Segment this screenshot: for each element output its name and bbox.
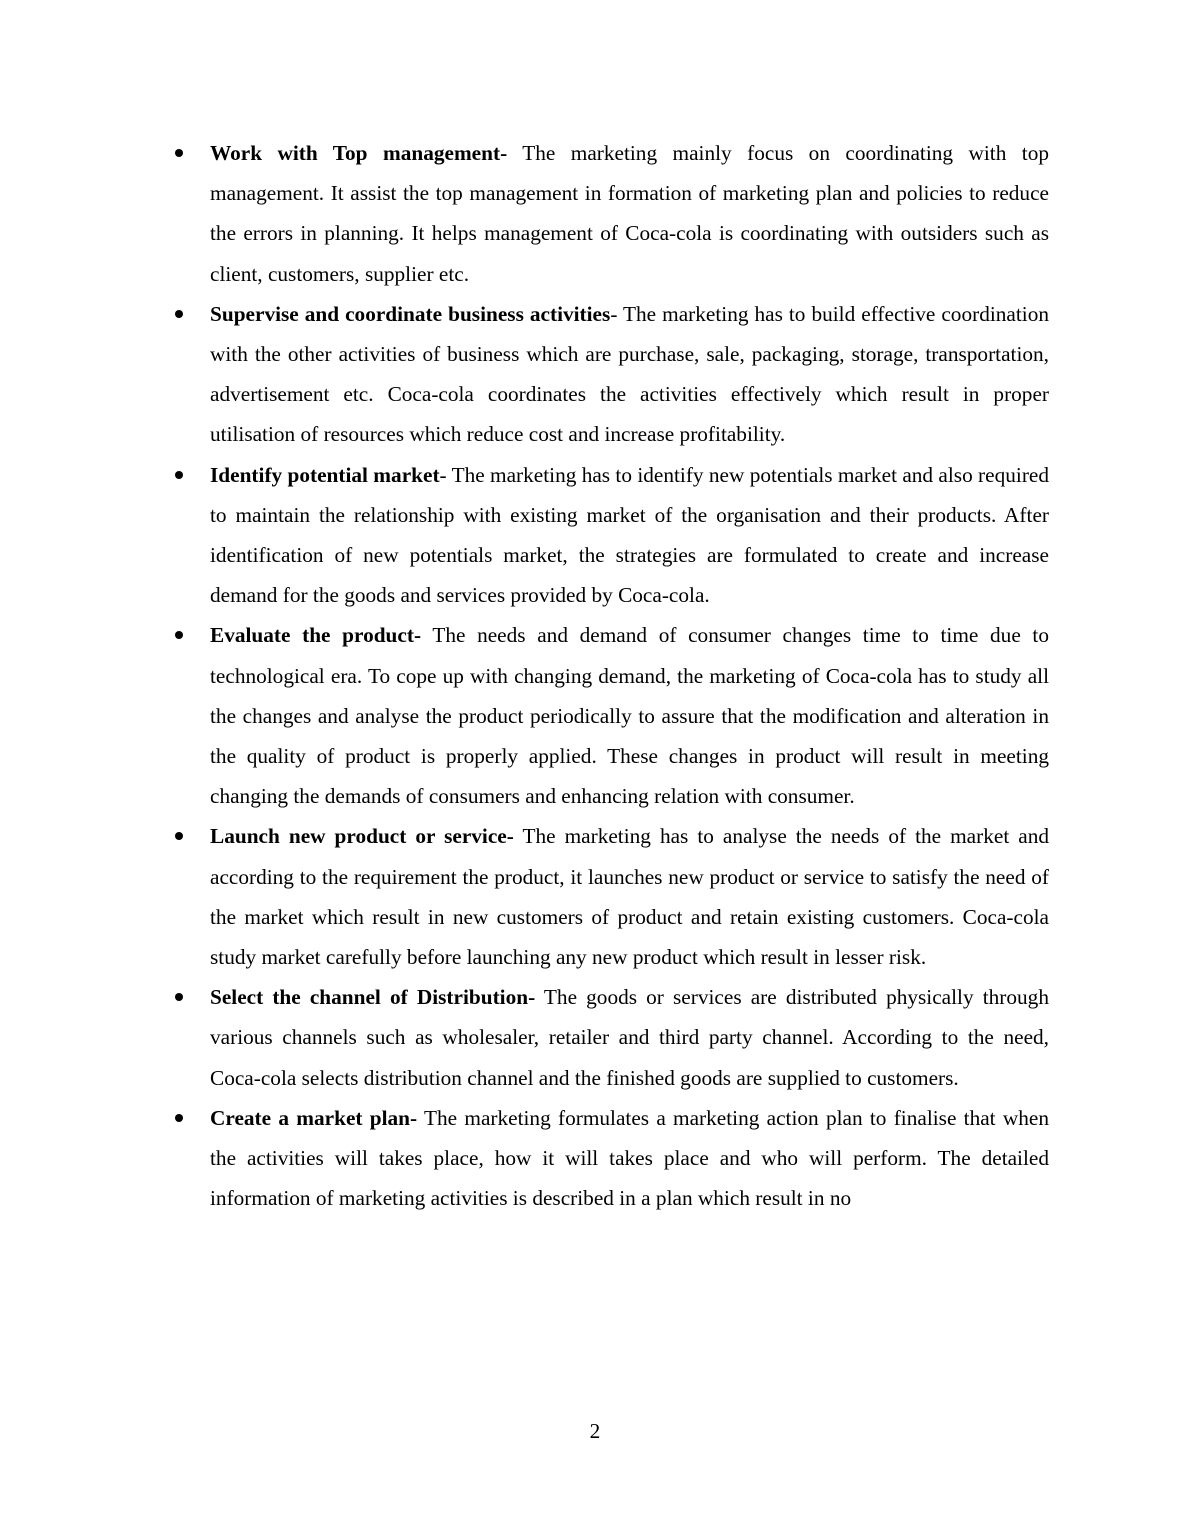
item-heading: Identify potential market	[210, 462, 440, 487]
item-text: The goods or services are distributed physically through various channels such as wholesaler, retailer and third party channel. According to the need, Coca-cola selects distribution channel and the finished goods are supplied to customers.	[210, 985, 1049, 1090]
list-item	[165, 455, 1049, 616]
list-item	[165, 816, 1049, 977]
list-item	[165, 133, 1049, 294]
item-heading: Launch new product or service-	[210, 824, 514, 849]
bullet-icon	[175, 310, 183, 318]
item-text: - The marketing has to identify new potentials market and also required to maintain the relationship with existing market of the organisation and their products. After identification of new potentials market, the strategies are formulated to create and increase demand for the goods and services provided by Coca-cola.	[210, 462, 1050, 608]
list-item	[165, 977, 1049, 1098]
bullet-icon	[175, 631, 183, 639]
list-item	[165, 615, 1049, 816]
list-item	[165, 1098, 1049, 1219]
item-text: The needs and demand of consumer changes time to time due to technological era. To cope up with changing demand, the marketing of Coca-cola has to study all the changes and analyse the product periodically to assure that the modification and alteration in the quality of product is properly applied. These changes in product will result in meeting changing the demands of consumers and enhancing relation with consumer.	[210, 623, 1049, 809]
item-text: The marketing has to analyse the needs of the market and according to the requirement the product, it launches new product or service to satisfy the need of the market which result in new customers of product and retain existing customers. Coca-cola study market carefully before launching any new product which result in lesser risk.	[210, 824, 1050, 970]
item-text: The marketing mainly focus on coordinating with top management. It assist the top management in formation of marketing plan and policies to reduce the errors in planning. It helps management of Coca-cola is coordinating with outsiders such as client, customers, supplier etc.	[210, 141, 1049, 286]
list-item	[165, 294, 1049, 455]
item-heading: Create a market plan-	[210, 1105, 418, 1130]
item-heading: Evaluate the product-	[210, 623, 422, 648]
item-heading: Work with Top management-	[210, 141, 508, 165]
item-heading: Supervise and coordinate business activities	[210, 301, 611, 326]
item-text: The marketing formulates a marketing action plan to finalise that when the activities will takes place, how it will takes place and who will perform. The detailed information of marketing activities is described in a plan which result in no	[210, 1105, 1049, 1211]
bullet-icon	[175, 993, 183, 1001]
bullet-icon	[175, 471, 183, 479]
bullet-list	[165, 133, 1049, 1218]
bullet-icon	[175, 1114, 183, 1122]
item-heading: Select the channel of Distribution-	[210, 985, 536, 1010]
item-text: - The marketing has to build effective coordination with the other activities of business which are purchase, sale, packaging, storage, transportation, advertisement etc. Coca-cola coordinates the activities effectively which result in proper utilisation of resources which reduce cost and increase profitability.	[210, 301, 1049, 447]
bullet-icon	[175, 149, 183, 157]
page-number: 2	[589, 1419, 601, 1443]
bullet-icon	[175, 832, 183, 840]
